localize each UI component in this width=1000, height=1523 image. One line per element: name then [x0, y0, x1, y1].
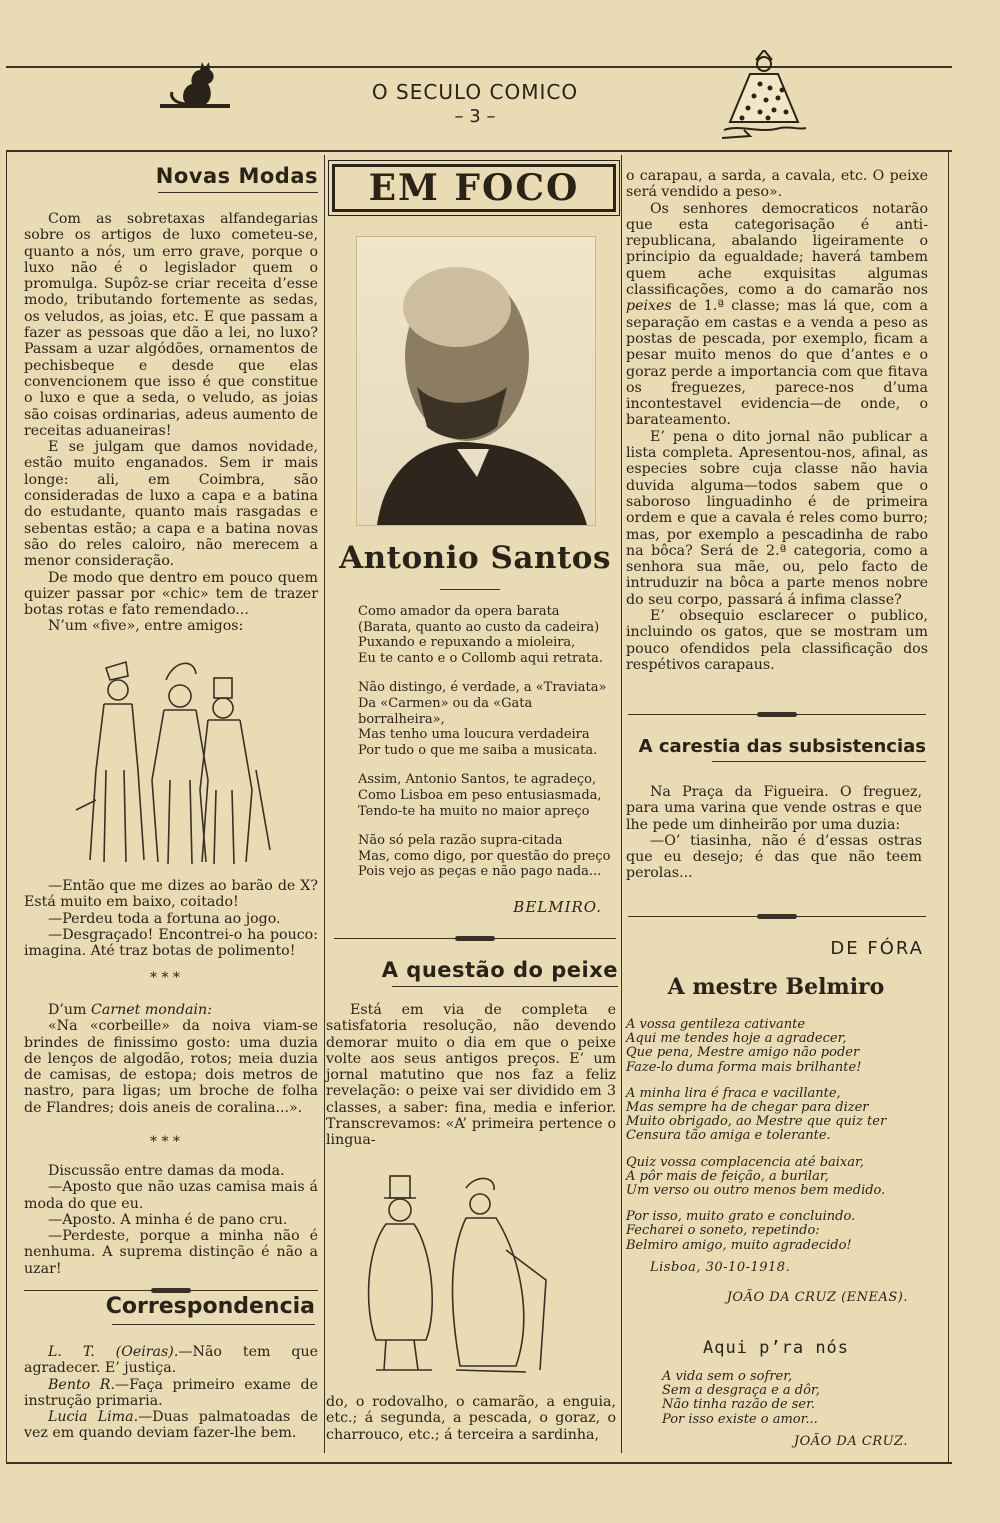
correspondent-reply: —Faça primeiro exame de instrução primaria.	[24, 1376, 319, 1409]
short-poem-signature: JOÃO DA CRUZ.	[793, 1434, 908, 1449]
correspondent-name: Lucia Lima.	[48, 1409, 139, 1426]
portrait-photo	[356, 236, 596, 526]
verse: Um verso ou outro menos bem medido.	[626, 1183, 886, 1199]
de-fora-section-label: DE FÓRA	[830, 938, 924, 959]
verse: A vossa gentileza cativante	[626, 1017, 806, 1032]
heading-underline	[392, 986, 618, 987]
correspondent-reply: —Não tem que agradecer. E’ justiça.	[24, 1344, 318, 1377]
aqui-pra-nos-poem	[662, 1370, 922, 1427]
paragraph: E se julgam que damos novidade, estão muito enganados. Sem ir mais longe: ali, em Coimbra, são consideradas de luxo a capa e a batina do estudante, quanto mais rasgadas e sebentas estão; a capa e a batina novas são do reles caloiro, não merecem a menor consideração.	[24, 439, 318, 570]
ornament-divider	[628, 712, 926, 718]
clown-icon	[720, 50, 810, 142]
verse: Como amador da opera barata	[358, 604, 560, 619]
em-foco-sonnet	[358, 604, 620, 894]
questao-peixe-heading: A questão do peixe	[381, 958, 618, 982]
bottom-rule	[6, 1462, 952, 1464]
verse: Por isso, muito grato e concluindo.	[626, 1209, 856, 1225]
heading-underline	[112, 1324, 315, 1325]
carnet-mondain	[24, 1002, 318, 1116]
verse: A pôr mais de feição, a burilar,	[626, 1168, 829, 1184]
dialogue-line: Discussão entre damas da moda.	[48, 1163, 285, 1179]
verse: Faze-lo duma forma mais brilhante!	[626, 1059, 862, 1075]
novas-modas-text	[24, 211, 318, 635]
left-border	[6, 150, 7, 1462]
dialogue-line: —Aposto. A minha é de pano cru.	[48, 1211, 288, 1228]
paragraph: o carapau, a sarda, a cavala, etc. O peixe será vendido a peso».	[626, 168, 928, 201]
italic-word: peixes	[626, 298, 672, 315]
correspondencia-list	[24, 1344, 318, 1442]
cat-icon	[160, 56, 230, 116]
verse: Não só pela razão supra-citada	[358, 833, 563, 849]
mestre-belmiro-sonnet	[626, 1018, 926, 1265]
dialogue-line: —Aposto que não uzas camisa mais á moda do que eu.	[24, 1179, 318, 1212]
carnet-title: Carnet mondain:	[91, 1002, 212, 1018]
column-divider-2	[621, 155, 622, 1453]
correspondent-reply: —Duas palmatoadas de vez em quando deviam fazer-lhe bem.	[24, 1409, 318, 1442]
verse: Quiz vossa complacencia até baixar,	[626, 1154, 864, 1170]
paragraph: E’ pena o dito jornal não publicar a lista completa. Apresentou-nos, afinal, as especies sobre cuja classe não havia duvida alguma—todos sabem que o saboroso linguadinho é de primeira ordem e que a cavala é reles como burro; mas, por exemplo a pescadinha de rabo na bôca? Será de 2.ª categoria, como a senhora sua mãe, ou, pelo facto de intruduzir na bôca a parte menos nobre do seu corpo, passará á infima classe?	[626, 428, 928, 608]
newspaper-title: O SECULO COMICO	[371, 80, 579, 104]
dialogue-line: —Então que me dizes ao barão de X? Está muito em baixo, coitado!	[24, 878, 318, 911]
verse: Assim, Antonio Santos, te agradeço,	[358, 772, 597, 788]
carestia-text	[626, 784, 922, 882]
em-foco-heading: EM FOCO	[332, 164, 616, 212]
discussao-damas	[24, 1163, 318, 1277]
verse: Como Lisboa em peso entusiasmada,	[358, 787, 602, 803]
portrait-subject-name: Antonio Santos	[339, 540, 611, 576]
right-border	[948, 150, 949, 1462]
dialogue-line: —Perdeste, porque a minha não é nenhuma. A suprema distinção é não a uzar!	[24, 1228, 318, 1277]
three-men-illustration	[66, 650, 276, 872]
paragraph: do, o rodovalho, o camarão, a enguia, etc.; á segunda, a pescada, o goraz, o charrouco, etc.; á terceira a sardinha,	[326, 1394, 616, 1443]
column-divider-1	[324, 155, 325, 1453]
name-underline	[440, 589, 500, 590]
ornament-divider	[334, 936, 616, 942]
verse: Mas tenho uma loucura verdadeira	[358, 727, 590, 743]
dialogue-line: —Desgraçado! Encontrei-o ha pouco: imagina. Até traz botas de polimento!	[24, 926, 318, 960]
questao-continuation	[626, 168, 928, 673]
verse: Sem a desgraça e a dôr,	[662, 1383, 820, 1399]
section-stars: * * *	[150, 970, 180, 986]
section-stars: * * *	[150, 1134, 180, 1150]
verse: Por isso existe o amor...	[662, 1411, 818, 1427]
heading-underline	[712, 761, 926, 762]
ornament-divider	[628, 914, 926, 920]
verse: Belmiro amigo, muito agradecido!	[626, 1237, 852, 1253]
verse: Tendo-te ha muito no maior apreço	[358, 803, 590, 819]
header-rule	[6, 150, 952, 152]
verse: Pois vejo as peças e não pago nada...	[358, 864, 602, 880]
verse: A minha lira é fraca e vacillante,	[626, 1085, 841, 1101]
sonnet-signature: BELMIRO.	[513, 898, 602, 916]
paragraph: Com as sobretaxas alfandegarias sobre os artigos de luxo cometeu-se, quanto a nós, um erro grave, porque o luxo não é o legislador quem o promulga. Supôz-se criar receita d’esse modo, tributando fortemente as sedas, os veludos, as joias, etc. E que passam a fazer as pessoas que dão a lei, no luxo? Passam a uzar algódões, ornamentos de pechisbeque e desde que elas convencionem que isso é que constitue o luxo e que a seda, o veludo, as joias são coisas ordinarias, adeus aumento de receitas aduaneiras!	[24, 211, 318, 439]
carestia-heading: A carestia das subsistencias	[638, 736, 926, 757]
paragraph: De modo que dentro em pouco quem quizer passar por «chic» tem de trazer botas rotas e fato remendado...	[24, 569, 318, 619]
paragraph: —O’ tiasinha, não é d’essas ostras que eu desejo; é das que não teem perolas...	[626, 832, 922, 882]
fortune-dialogue	[24, 878, 318, 959]
verse: Aqui me tendes hoje a agradecer,	[626, 1031, 847, 1047]
verse: Mas, como digo, por questão do preço	[358, 848, 611, 864]
paragraph: E’ obsequio esclarecer o publico, incluindo os gatos, que se mostram um pouco ofendidos pela classificação dos respétivos carapaus.	[626, 608, 928, 673]
poem-signature: JOÃO DA CRUZ (ENEAS).	[726, 1290, 908, 1305]
paragraph: N’um «five», entre amigos:	[48, 618, 244, 635]
verse: Eu te canto e o Collomb aqui retrata.	[358, 650, 604, 666]
correspondencia-heading: Correspondencia	[105, 1294, 315, 1319]
verse: (Barata, quanto ao custo da cadeira)	[358, 619, 600, 635]
verse: Da «Carmen» ou da «Gata borralheira»,	[358, 695, 533, 727]
questao-text-part1	[326, 1002, 616, 1149]
correspondent-name: Bento R.	[48, 1376, 115, 1393]
verse: Muito obrigado, ao Mestre que quiz ter	[626, 1114, 887, 1130]
correspondent-name: L. T. (Oeiras).	[48, 1344, 179, 1360]
aqui-pra-nos-heading: Aqui p’ra nós	[702, 1338, 850, 1358]
paragraph: Está em via de completa e satisfatoria resolução, não devendo demorar muito o dia em que o peixe volte aos seus antigos preços. E’ um jornal matutino que nos faz a feliz revelação: o peixe vai ser dividido em 3 classes, a saber: fina, media e inferior. Transcrevamos: «A’ primeira pertence o lingua-	[326, 1002, 616, 1149]
verse: Mas sempre ha de chegar para dizer	[626, 1100, 869, 1116]
verse: Não distingo, é verdade, a «Traviata»	[358, 680, 607, 696]
verse: Fecharei o soneto, repetindo:	[626, 1223, 820, 1239]
verse: Que pena, Mestre amigo não poder	[626, 1045, 860, 1061]
verse: Não tinha razão de ser.	[662, 1397, 816, 1413]
verse: Por tudo o que me saiba a musicata.	[358, 742, 598, 758]
verse: A vida sem o sofrer,	[662, 1369, 793, 1384]
questao-text-part2	[326, 1394, 616, 1443]
paragraph: Na Praça da Figueira. O freguez, para uma varina que vende ostras e que lhe pede um dinheirão por uma duzia:	[626, 784, 922, 833]
verse: Puxando e repuxando a mioleira,	[358, 635, 576, 651]
carnet-intro: D’um	[48, 1002, 87, 1018]
paragraph-end: de 1.ª classe; mas lá que, com a separação em castas e a venda a peso as postas de pescada, por exemplo, ficam a pesar muito menos do que d’antes e o goraz perde a importancia com que fitava os freguezes, parece-nos d’uma incontestavel evidencia—de onde, o barateamento.	[626, 298, 929, 429]
paragraph-start: Os senhores democraticos notarão que esta categorisação é anti-republicana, abalando ligeiramente o principio da egualdade; haverá tambem quem ache exquisitas algumas classificações, como a do camarão nos	[626, 200, 928, 299]
top-rule	[6, 66, 952, 68]
carnet-text: «Na «corbeille» da noiva viam-se brindes de finissimo gosto: uma duzia de lenços de algodão, rotos; meia duzia de camisas, de estopa; dois metros de nastro, para ligas; um broche de folha de Flandres; dois aneis de coralina...».	[24, 1018, 318, 1116]
heading-underline	[158, 192, 318, 193]
two-figures-illustration	[356, 1170, 556, 1390]
mestre-belmiro-heading: A mestre Belmiro	[667, 974, 885, 1000]
novas-modas-heading: Novas Modas	[155, 164, 318, 188]
verse: Censura tão amiga e tolerante.	[626, 1128, 831, 1144]
dialogue-line: —Perdeu toda a fortuna ao jogo.	[48, 910, 281, 927]
page-number: – 3 –	[454, 106, 496, 127]
poem-place-date: Lisboa, 30-10-1918.	[650, 1260, 791, 1275]
